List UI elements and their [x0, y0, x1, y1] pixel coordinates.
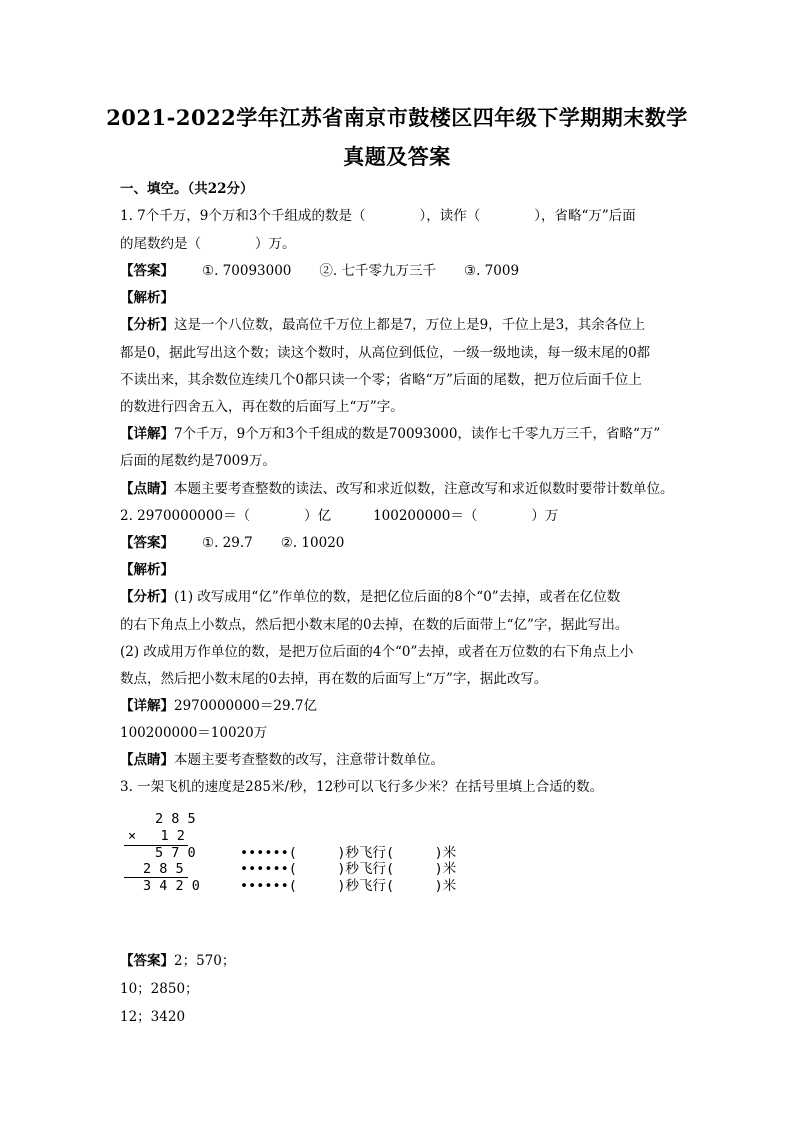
document-title-line2: 真题及答案 — [343, 144, 451, 169]
q1-fenxi-line2: 都是0，据此写出这个数；读这个数时，从高位到低位，一级一级地读，每一级末尾的0都 — [120, 345, 651, 361]
q1-dianjing-text: 本题主要考查整数的读法、改写和求近似数，注意改写和求近似数时要带计数单位。 — [174, 481, 674, 497]
q2-dianjing — [120, 751, 444, 769]
q1-xiangjie-text1: 7个千万，9个万和3个千组成的数是70093000，读作七千零九万三千，省略“万” — [174, 426, 661, 442]
q1-jiexi-tag: 【解析】 — [120, 290, 174, 306]
q2-answer-1: ①. 29.7 — [202, 535, 253, 551]
q2-stem-a: 2. 2970000000＝（ ）亿 — [120, 508, 332, 524]
q2-fenxi-text1: (1) 改写成用“亿”作单位的数，是把亿位后面的8个“0”去掉，或者在亿位数 — [174, 589, 621, 605]
calc-partial-1: 5 7 0 — [155, 845, 196, 861]
answer-tag: 【答案】 — [120, 263, 174, 279]
xiangjie-tag: 【详解】 — [120, 698, 174, 714]
q1-answer-2: ②. 七千零九万三千 — [319, 263, 436, 279]
q3-stem: 3. 一架飞机的速度是285米/秒，12秒可以飞行多少米？在括号里填上合适的数。 — [120, 779, 604, 795]
section-heading: 一、填空。（共22分） — [120, 181, 254, 197]
q1-fenxi-line3: 不读出来，其余数位连续几个0都只读一个零；省略“万”后面的尾数，把万位后面千位上 — [120, 372, 642, 388]
q1-fenxi-line1 — [120, 316, 645, 334]
q3-answer-line3: 12；3420 — [120, 1009, 186, 1025]
q1-dianjing — [120, 480, 674, 498]
calc-note-2: ••••••( )秒飞行( )米 — [240, 861, 457, 877]
calc-note-1: ••••••( )秒飞行( )米 — [240, 845, 457, 861]
xiangjie-tag: 【详解】 — [120, 426, 174, 442]
q2-answer-2: ②. 10020 — [280, 535, 345, 551]
answer-tag: 【答案】 — [120, 535, 174, 551]
q3-answer-line1 — [120, 952, 235, 970]
q2-stem-b: 100200000＝（ ）万 — [373, 508, 559, 524]
q2-xiangjie-text1: 2970000000＝29.7亿 — [174, 698, 317, 714]
dianjing-tag: 【点睛】 — [120, 752, 174, 768]
document-title: 2021-2022学年江苏省南京市鼓楼区四年级下学期期末数学 — [106, 105, 688, 130]
q2-answer — [120, 534, 344, 552]
q1-answer-3: ③. 7009 — [464, 263, 520, 279]
calc-multiplicand: 2 8 5 — [155, 811, 196, 827]
fenxi-tag: 【分析】 — [120, 317, 174, 333]
q1-xiangjie-line1 — [120, 425, 660, 443]
q1-answer — [120, 262, 519, 280]
q2-fenxi-line4: 数点，然后把小数末尾的0去掉，再在数的后面写上“万”字，据此改写。 — [120, 671, 548, 687]
q2-stem — [120, 507, 558, 525]
calc-partial-2: 2 8 5 — [143, 861, 184, 877]
q2-xiangjie-line2: 100200000＝10020万 — [120, 725, 268, 741]
q2-fenxi-line3: (2) 改成用万作单位的数，是把万位后面的4个“0”去掉，或者在万位数的右下角点上小 — [120, 644, 634, 660]
q2-fenxi-line2: 的右下角点上小数点，然后把小数末尾的0去掉，在数的后面带上“亿”字，据此写出。 — [120, 617, 629, 633]
q1-stem-line2: 的尾数约是（ ）万。 — [120, 236, 296, 252]
q2-xiangjie-line1 — [120, 697, 317, 715]
q3-answer-1: 2；570； — [174, 953, 236, 969]
calc-product: 3 4 2 0 — [143, 878, 200, 894]
dianjing-tag: 【点睛】 — [120, 481, 174, 497]
q2-jiexi-tag: 【解析】 — [120, 562, 174, 578]
calc-note-3: ••••••( )秒飞行( )米 — [240, 878, 457, 894]
answer-tag: 【答案】 — [120, 953, 174, 969]
fenxi-tag: 【分析】 — [120, 589, 174, 605]
q1-xiangjie-line2: 后面的尾数约是7009万。 — [120, 453, 276, 469]
q1-stem-line1: 1. 7个千万，9个万和3个千组成的数是（ ），读作（ ），省略“万”后面 — [120, 208, 636, 224]
q2-dianjing-text: 本题主要考查整数的改写，注意带计数单位。 — [174, 752, 444, 768]
calc-multiplier: × 1 2 — [128, 828, 185, 844]
q2-fenxi-line1 — [120, 588, 620, 606]
q1-fenxi-text1: 这是一个八位数，最高位千万位上都是7，万位上是9，千位上是3，其余各位上 — [174, 317, 646, 333]
q1-answer-1: ①. 70093000 — [202, 263, 292, 279]
q3-answer-line2: 10；2850； — [120, 981, 199, 997]
q1-fenxi-line4: 的数进行四舍五入，再在数的后面写上“万”字。 — [120, 399, 404, 415]
